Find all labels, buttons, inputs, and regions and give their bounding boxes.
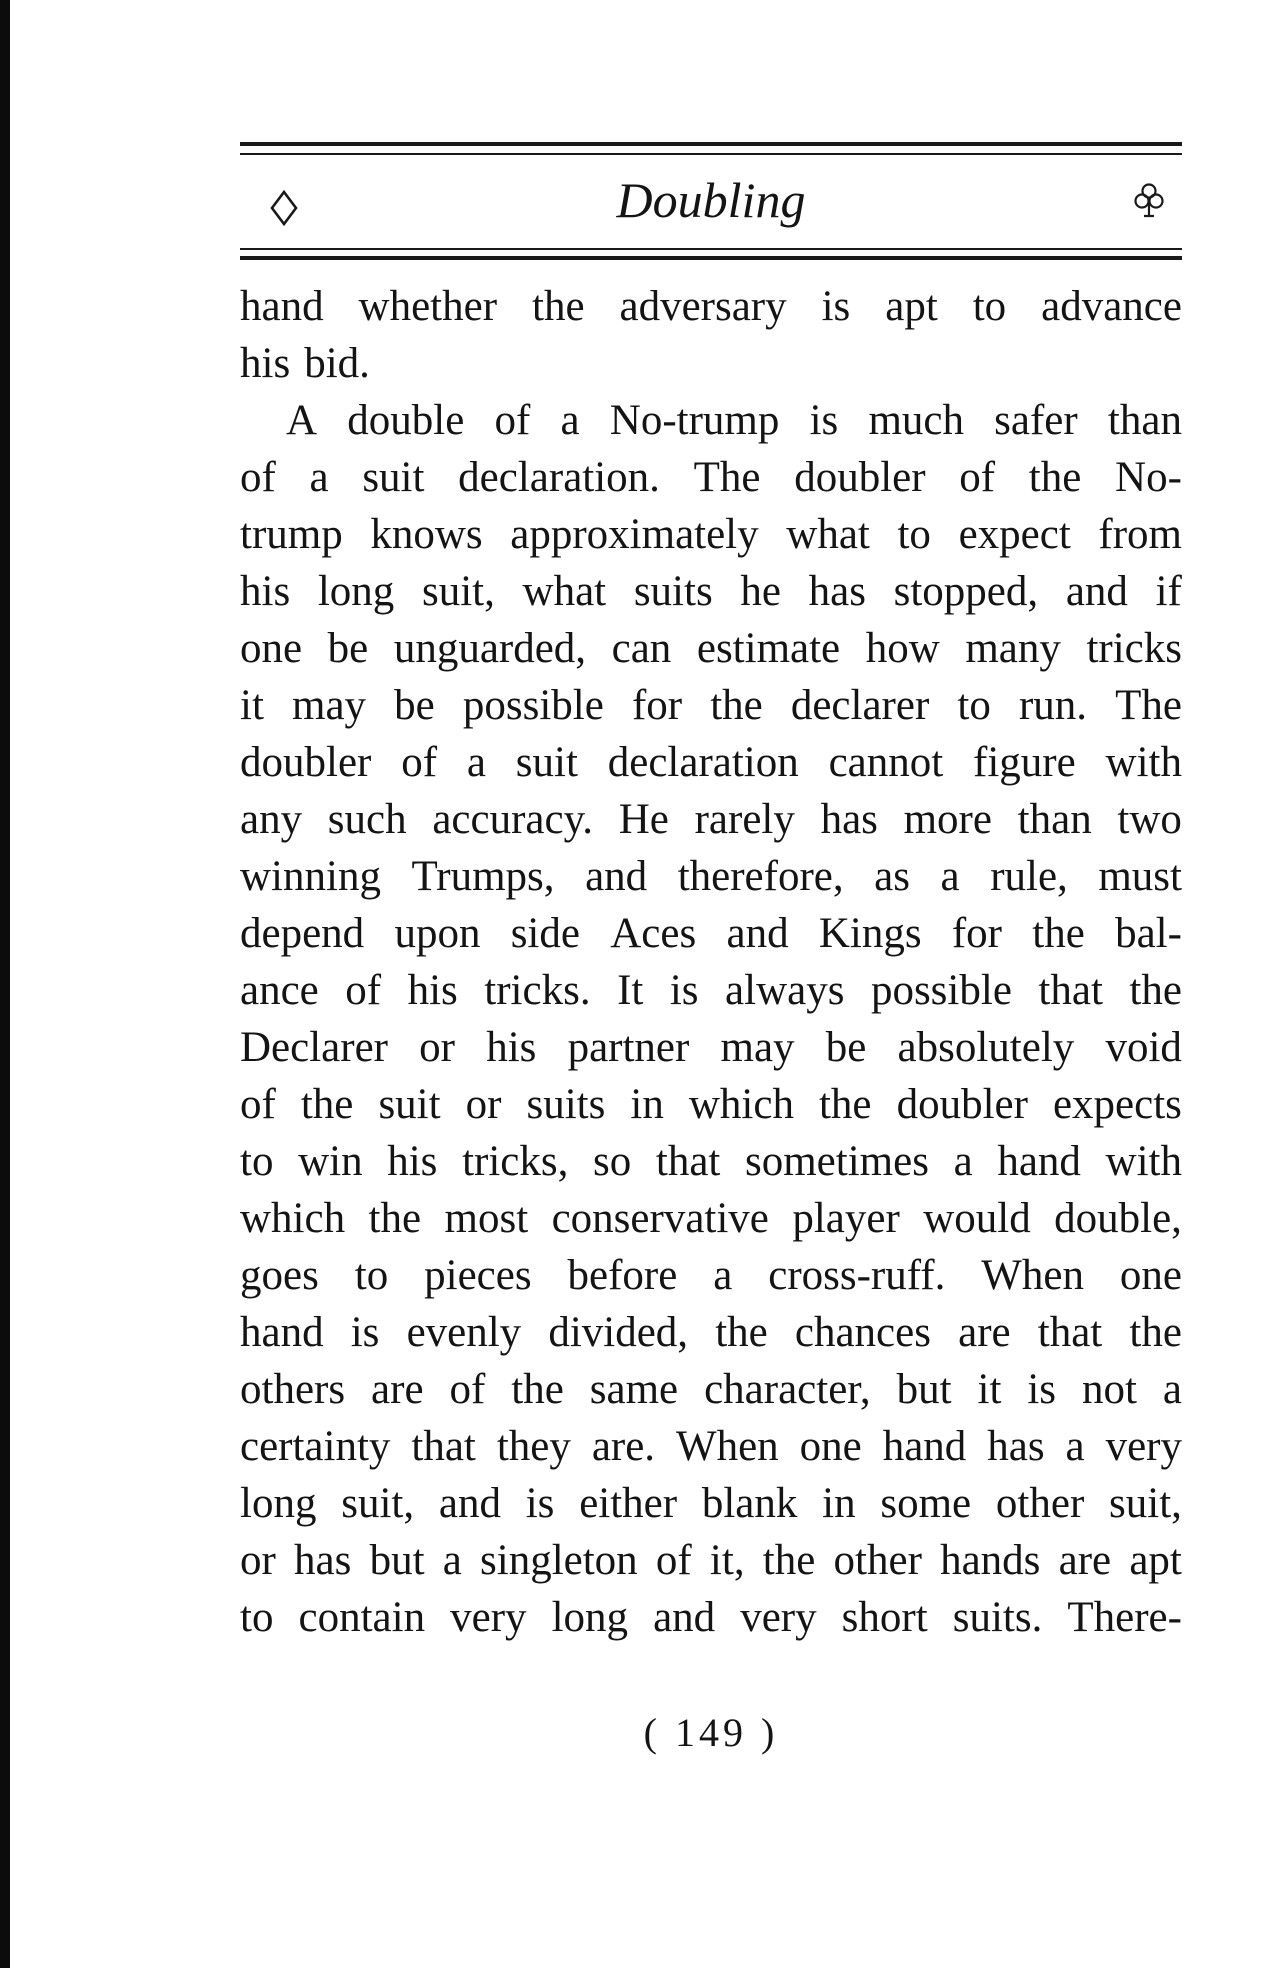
word: singleton (480, 1537, 638, 1584)
word: of (401, 739, 438, 786)
word: some (880, 1480, 972, 1527)
word: of (655, 1537, 692, 1584)
text-line (240, 1076, 1182, 1133)
word: contain (298, 1594, 426, 1641)
word: very (450, 1594, 527, 1641)
word: suit, (1109, 1480, 1182, 1527)
word: winning (240, 853, 381, 900)
word: a (940, 853, 960, 900)
word: same (589, 1366, 679, 1413)
word: can (611, 625, 672, 672)
word: certainty (240, 1423, 391, 1470)
word: doubler (896, 1081, 1028, 1128)
word: has (987, 1423, 1045, 1470)
word: that (1037, 1309, 1103, 1356)
word: divided, (548, 1309, 689, 1356)
word: run. (1018, 682, 1088, 729)
word: has (294, 1537, 352, 1584)
word: or (465, 1081, 502, 1128)
word: be (394, 682, 435, 729)
word: they (496, 1423, 571, 1470)
word: There- (1067, 1594, 1182, 1641)
word: A (286, 397, 318, 444)
word: and (653, 1594, 716, 1641)
word: such (327, 796, 407, 843)
word: which (240, 1195, 346, 1242)
word: long (317, 568, 395, 615)
word: ance (240, 967, 319, 1014)
word: to (957, 682, 991, 729)
word: has (808, 568, 866, 615)
text-line (240, 1589, 1182, 1646)
word: doubler (240, 739, 372, 786)
word: the (300, 1081, 354, 1128)
word: the (710, 682, 763, 729)
word: that (1038, 967, 1103, 1014)
word: are (958, 1309, 1011, 1356)
text-line (240, 905, 1182, 962)
word: always (725, 967, 845, 1014)
word: with (1105, 739, 1182, 786)
word: a (560, 397, 580, 444)
word: of (345, 967, 382, 1014)
header-rule-bottom-thin (240, 248, 1182, 250)
word: either (579, 1480, 678, 1527)
word: suit (362, 454, 425, 501)
text-line (240, 734, 1182, 791)
word: his (387, 1138, 438, 1185)
word: for (631, 682, 683, 729)
word: hand (997, 1138, 1081, 1185)
word: is (809, 397, 839, 444)
word: of (240, 1081, 276, 1128)
word: goes (240, 1252, 319, 1299)
text-line (240, 962, 1182, 1019)
word: figure (973, 739, 1076, 786)
word: stopped, (893, 568, 1039, 615)
word: doubler (794, 454, 926, 501)
word: other (995, 1480, 1085, 1527)
word: suit, (341, 1480, 415, 1527)
text-line (240, 1475, 1182, 1532)
word: evenly (406, 1309, 522, 1356)
page-number: ( 149 ) (643, 1710, 779, 1755)
word: rule, (990, 853, 1068, 900)
word: the (532, 283, 585, 330)
word: suit (515, 739, 578, 786)
book-page (240, 0, 1182, 1968)
word: it, (709, 1537, 745, 1584)
text-line (240, 1133, 1182, 1190)
word: any (240, 796, 303, 843)
word: to (972, 283, 1007, 330)
word: a (1065, 1423, 1085, 1470)
chapter-title: Doubling (616, 172, 806, 228)
word: it (240, 682, 264, 729)
word: or (419, 1024, 455, 1071)
word: bal- (1115, 910, 1182, 957)
word: a (309, 454, 329, 501)
word: is (669, 967, 699, 1014)
word: as (874, 853, 910, 900)
word: absolutely (897, 1024, 1075, 1071)
word: Kings (818, 910, 922, 957)
word: tricks, (462, 1138, 569, 1185)
word: very (1105, 1423, 1182, 1470)
word: the (368, 1195, 422, 1242)
word: if (1155, 568, 1182, 615)
word: be (327, 625, 369, 672)
word: are (1058, 1537, 1112, 1584)
word: the (818, 1081, 872, 1128)
word: than (1107, 397, 1182, 444)
word: adversary (619, 283, 787, 330)
word: expects (1052, 1081, 1182, 1128)
word: short (841, 1594, 928, 1641)
word: tricks (1086, 625, 1182, 672)
word: must (1098, 853, 1182, 900)
word: his (486, 1024, 537, 1071)
word: Aces (610, 910, 697, 957)
word: expect (958, 511, 1071, 558)
word: long (551, 1594, 629, 1641)
word: partner (567, 1024, 690, 1071)
word: approximately (510, 511, 759, 558)
word: is (1027, 1366, 1057, 1413)
word: long (240, 1480, 317, 1527)
word: the (715, 1309, 768, 1356)
word: are. (591, 1423, 656, 1470)
word: to (354, 1252, 389, 1299)
word: to (240, 1594, 274, 1641)
word: very (740, 1594, 817, 1641)
word: a (713, 1252, 733, 1299)
word: suit, (421, 568, 495, 615)
text-line (240, 791, 1182, 848)
word: estimate (696, 625, 841, 672)
word: a (1162, 1366, 1182, 1413)
word: cannot (828, 739, 944, 786)
word: what (522, 568, 607, 615)
word: more (903, 796, 992, 843)
word: the (511, 1366, 564, 1413)
word: of (959, 454, 996, 501)
text-line (240, 620, 1182, 677)
word: hand (240, 283, 324, 330)
word: be (825, 1024, 867, 1071)
word: apt (885, 283, 938, 330)
word: the (1129, 1309, 1182, 1356)
word: It (617, 967, 644, 1014)
word: Declarer (240, 1024, 388, 1071)
word: unguarded, (393, 625, 587, 672)
word: Trumps, (411, 853, 555, 900)
word: win (298, 1138, 363, 1185)
word: a (442, 1537, 462, 1584)
word: one (1119, 1252, 1182, 1299)
word: declaration (607, 739, 799, 786)
word: that (655, 1138, 721, 1185)
word: than (1017, 796, 1092, 843)
word: player (792, 1195, 900, 1242)
word: the (1032, 910, 1085, 957)
header-rule-top-thick (240, 142, 1182, 146)
word: of (240, 454, 276, 501)
word: chances (794, 1309, 931, 1356)
word: double, (1054, 1195, 1182, 1242)
word: to (240, 1138, 274, 1185)
word: The (1115, 682, 1182, 729)
word: which (688, 1081, 794, 1128)
text-line (240, 563, 1182, 620)
word: pieces (424, 1252, 532, 1299)
text-line (240, 392, 1182, 449)
word: He (618, 796, 669, 843)
word: that (411, 1423, 476, 1470)
word: declarer (790, 682, 930, 729)
word: to (897, 511, 931, 558)
word: is (821, 283, 851, 330)
word: has (820, 796, 878, 843)
word: cross-ruff. (768, 1252, 946, 1299)
word: and (585, 853, 648, 900)
word: void (1105, 1024, 1182, 1071)
text-line (240, 1304, 1182, 1361)
word: When (676, 1423, 779, 1470)
word: declaration. (458, 454, 660, 501)
page-edge-shadow (0, 0, 10, 1968)
word: with (1105, 1138, 1182, 1185)
text-line (240, 1247, 1182, 1304)
word: the (762, 1537, 816, 1584)
word: blank (701, 1480, 798, 1527)
word: conservative (551, 1195, 769, 1242)
word: double (347, 397, 465, 444)
word: side (510, 910, 580, 957)
word: his (407, 967, 458, 1014)
word: a (466, 739, 486, 786)
word: in (630, 1081, 664, 1128)
word: bid. (304, 340, 370, 387)
word: of (494, 397, 531, 444)
word: the (1028, 454, 1082, 501)
text-line (240, 278, 1182, 335)
word: and (1065, 568, 1128, 615)
word: from (1098, 511, 1182, 558)
word: knows (370, 511, 483, 558)
word: and (726, 910, 789, 957)
word: is (525, 1480, 555, 1527)
word: two (1117, 796, 1182, 843)
word: rarely (694, 796, 795, 843)
text-line (240, 1190, 1182, 1247)
word: not (1082, 1366, 1137, 1413)
word: his (240, 340, 291, 387)
word: for (951, 910, 1002, 957)
word: advance (1041, 283, 1182, 330)
word: suits. (952, 1594, 1043, 1641)
word: how (865, 625, 940, 672)
text-line (240, 677, 1182, 734)
word: other (833, 1537, 922, 1584)
word: may (720, 1024, 795, 1071)
word: is (350, 1309, 380, 1356)
word: hand (882, 1423, 967, 1470)
word: or (240, 1537, 276, 1584)
header-rule-bottom-thick (240, 256, 1182, 260)
word: are (371, 1366, 424, 1413)
word: would (923, 1195, 1031, 1242)
text-line (240, 335, 1182, 392)
word: sometimes (745, 1138, 929, 1185)
word: in (822, 1480, 856, 1527)
word: therefore, (677, 853, 844, 900)
text-line (240, 449, 1182, 506)
word: one (240, 625, 303, 672)
word: possible (462, 682, 604, 729)
word: When (981, 1252, 1084, 1299)
word: No- (1115, 454, 1182, 501)
word: hand (240, 1309, 324, 1356)
word: others (240, 1366, 346, 1413)
text-line (240, 1361, 1182, 1418)
text-line (240, 1418, 1182, 1475)
word: and (438, 1480, 501, 1527)
word: character, (704, 1366, 871, 1413)
word: upon (394, 910, 481, 957)
body-text (240, 278, 1182, 1646)
running-header (240, 168, 1182, 238)
word: safer (994, 397, 1078, 444)
word: suits (633, 568, 713, 615)
word: No-trump (609, 397, 780, 444)
word: depend (240, 910, 365, 957)
word: possible (870, 967, 1012, 1014)
text-line (240, 1532, 1182, 1589)
text-line (240, 1019, 1182, 1076)
word: but (369, 1537, 425, 1584)
word: tricks. (484, 967, 591, 1014)
word: trump (240, 511, 343, 558)
word: so (593, 1138, 632, 1185)
word: of (449, 1366, 486, 1413)
text-line (240, 848, 1182, 905)
club-icon (1134, 182, 1164, 218)
word: one (799, 1423, 862, 1470)
word: apt (1129, 1537, 1182, 1584)
word: most (444, 1195, 529, 1242)
word: many (965, 625, 1061, 672)
text-line (240, 506, 1182, 563)
word: much (868, 397, 964, 444)
word: accuracy. (432, 796, 594, 843)
word: suits (526, 1081, 606, 1128)
word: he (740, 568, 781, 615)
word: it (977, 1366, 1002, 1413)
word: a (953, 1138, 973, 1185)
word: whether (358, 283, 498, 330)
word: but (896, 1366, 952, 1413)
word: his (240, 568, 291, 615)
word: hands (940, 1537, 1041, 1584)
header-rule-top-thin (240, 153, 1182, 155)
word: suit (378, 1081, 441, 1128)
word: the (1129, 967, 1182, 1014)
word: before (567, 1252, 678, 1299)
word: The (693, 454, 761, 501)
word: may (292, 682, 367, 729)
word: what (786, 511, 870, 558)
